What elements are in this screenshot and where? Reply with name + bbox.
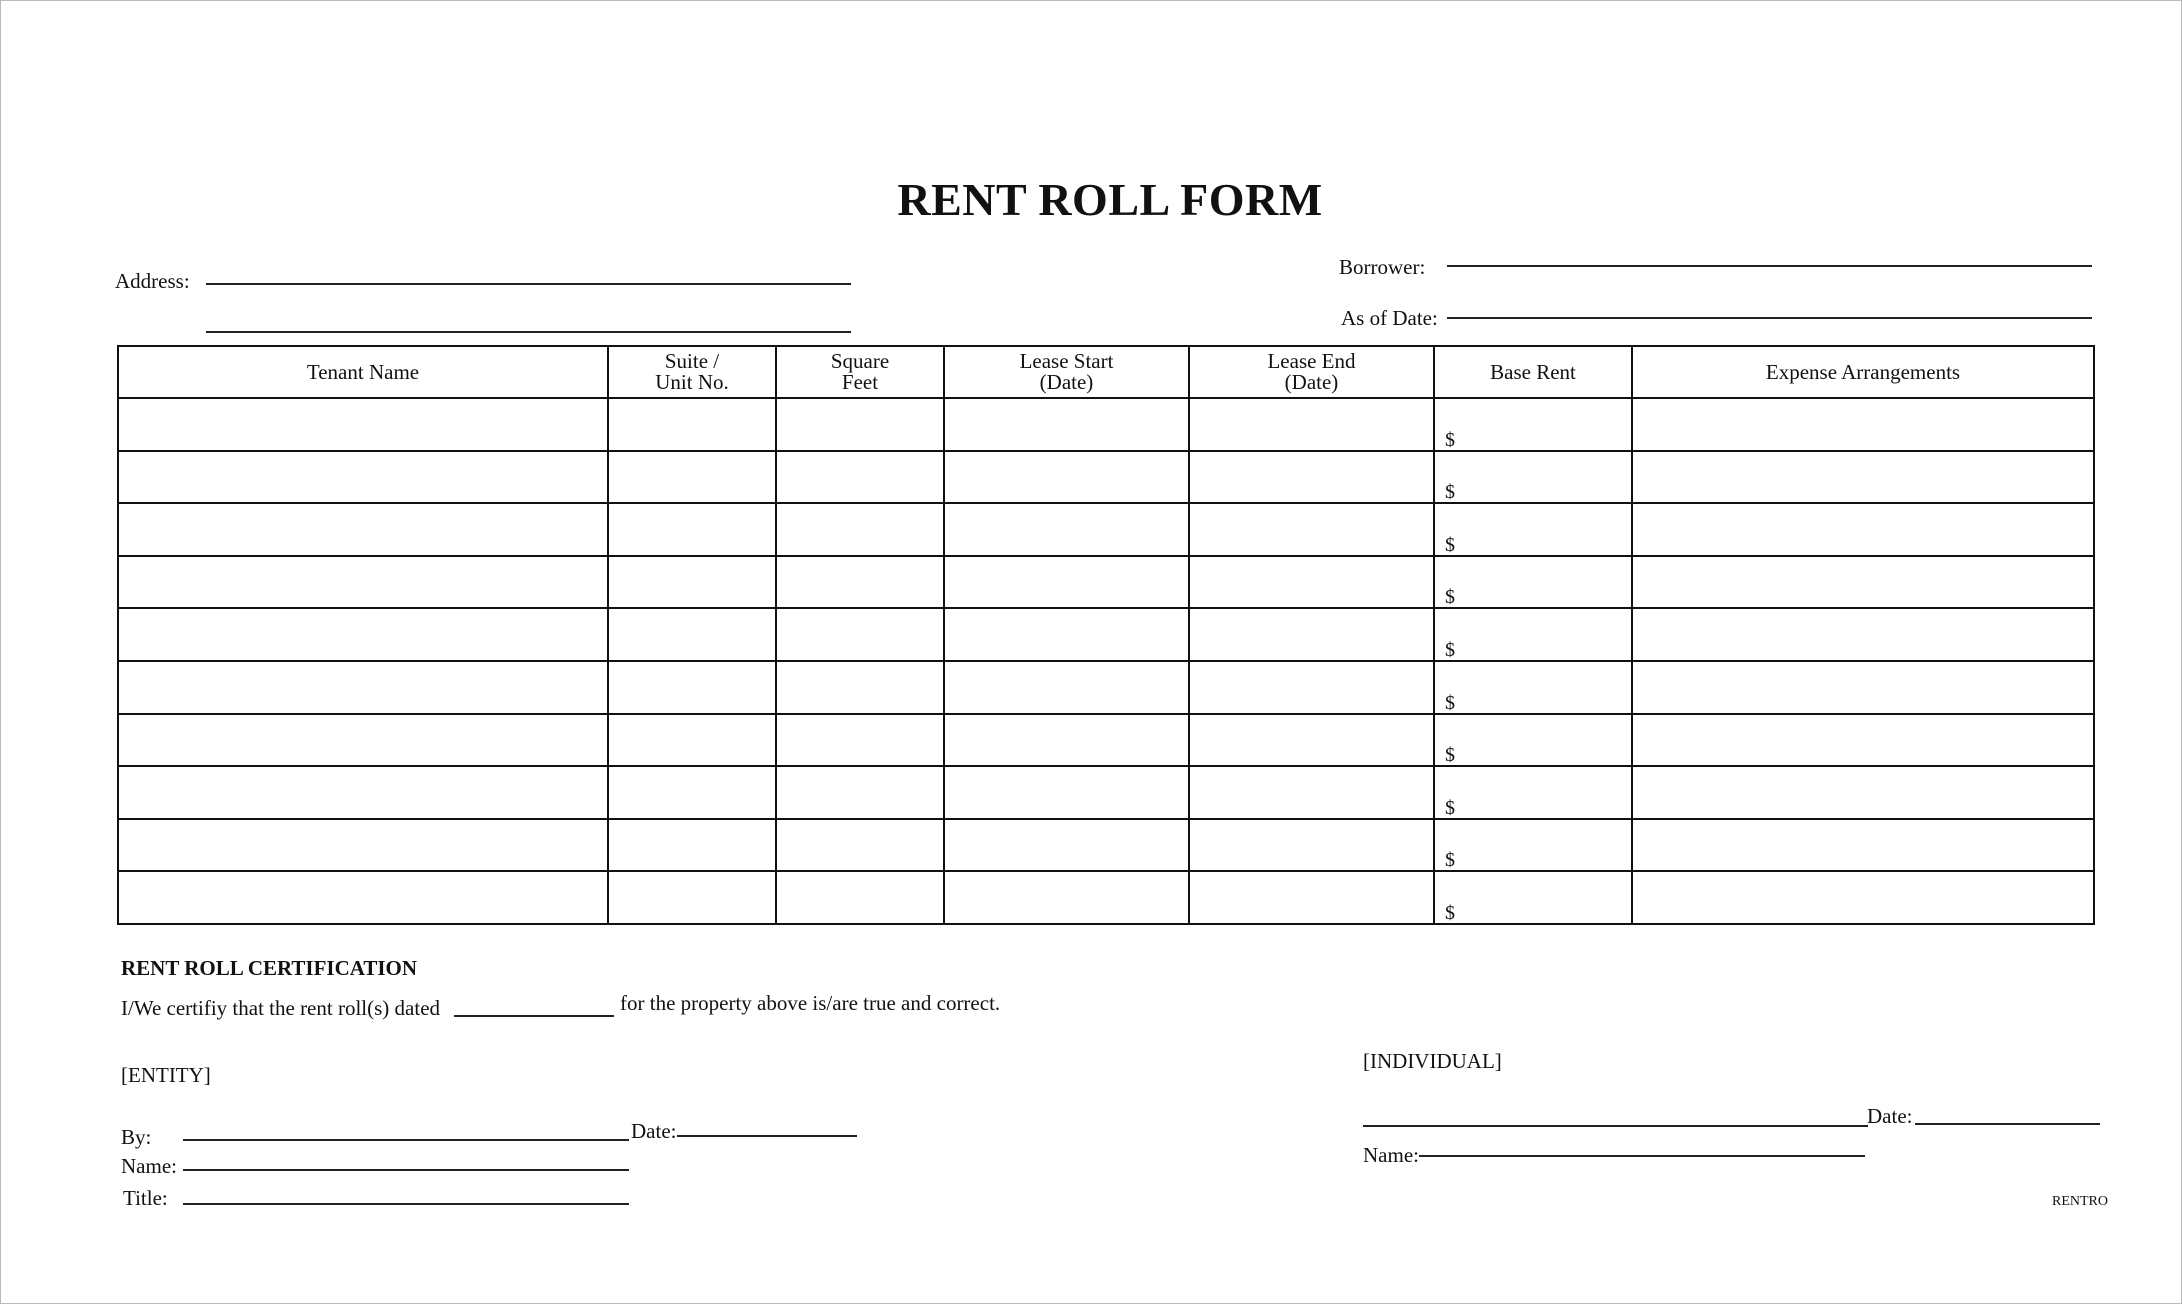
table-cell[interactable] [944,556,1189,609]
table-cell[interactable] [1189,503,1434,556]
table-cell[interactable] [1632,398,2094,451]
table-cell[interactable] [1632,608,2094,661]
dollar-sign: $ [1445,849,1455,872]
table-row [118,661,2094,714]
table-cell[interactable] [776,398,944,451]
table-cell[interactable] [1434,608,1632,661]
table-row [118,556,2094,609]
address-label: Address: [115,269,190,293]
address-line-2-input[interactable] [206,309,851,333]
table-cell[interactable] [118,503,608,556]
rent-roll-table [117,345,2095,925]
form-title: RENT ROLL FORM [897,174,1323,225]
table-cell[interactable] [776,819,944,872]
entity-title-input[interactable] [183,1181,629,1205]
table-cell[interactable] [776,871,944,924]
table-cell[interactable] [1189,451,1434,504]
column-header: Tenant Name [118,346,608,398]
table-cell[interactable] [1434,451,1632,504]
table-cell[interactable] [608,556,776,609]
entity-name-label: Name: [121,1154,177,1178]
entity-by-label: By: [121,1125,152,1149]
table-row [118,398,2094,451]
certification-text-after: for the property above is/are true and correct. [620,991,1001,1015]
table-row [118,451,2094,504]
table-cell[interactable] [608,451,776,504]
borrower-input[interactable] [1447,243,2092,267]
table-cell[interactable] [1434,714,1632,767]
table-cell[interactable] [776,661,944,714]
column-header: Expense Arrangements [1632,346,2094,398]
table-cell[interactable] [1434,819,1632,872]
individual-signature-input[interactable] [1363,1103,1868,1127]
table-cell[interactable] [944,819,1189,872]
certification-text-before: I/We certifiy that the rent roll(s) dated [121,996,441,1020]
entity-title-label: Title: [123,1186,168,1210]
table-header-row [118,346,2094,398]
table-cell[interactable] [1434,556,1632,609]
table-cell[interactable] [1632,871,2094,924]
table-cell[interactable] [1189,398,1434,451]
individual-label: [INDIVIDUAL] [1363,1049,1502,1073]
table-cell[interactable] [776,503,944,556]
entity-date-label: Date: [631,1119,677,1143]
table-row [118,714,2094,767]
table-row [118,503,2094,556]
table-cell[interactable] [118,819,608,872]
dollar-sign: $ [1445,902,1455,924]
address-line-1-input[interactable] [206,261,851,285]
table-cell[interactable] [118,451,608,504]
table-cell[interactable] [1189,556,1434,609]
dollar-sign: $ [1445,744,1455,767]
table-cell[interactable] [1632,714,2094,767]
column-header: Base Rent [1434,346,1632,398]
table-cell[interactable] [118,714,608,767]
table-cell[interactable] [1189,766,1434,819]
dollar-sign: $ [1445,481,1455,504]
table-cell[interactable] [1434,503,1632,556]
table-cell[interactable] [1632,451,2094,504]
table-cell[interactable] [608,608,776,661]
table-cell[interactable] [118,766,608,819]
table-cell[interactable] [118,661,608,714]
table-cell[interactable] [776,556,944,609]
table-cell[interactable] [608,714,776,767]
table-cell[interactable] [1434,398,1632,451]
table-cell[interactable] [608,503,776,556]
table-cell[interactable] [944,871,1189,924]
table-cell[interactable] [1632,766,2094,819]
table-cell[interactable] [1632,556,2094,609]
table-cell[interactable] [1189,608,1434,661]
table-body [118,398,2094,924]
entity-name-input[interactable] [183,1147,629,1171]
dollar-sign: $ [1445,638,1455,661]
form-code: RENTRO [2052,1194,2108,1209]
table-row [118,766,2094,819]
table-cell[interactable] [1189,661,1434,714]
borrower-label: Borrower: [1339,255,1426,279]
table-cell[interactable] [1632,819,2094,872]
table-cell[interactable] [944,608,1189,661]
rent-roll-dated-input[interactable] [454,993,614,1017]
column-header: Square Feet [776,346,944,398]
table-cell[interactable] [1189,819,1434,872]
table-row [118,871,2094,924]
table-cell[interactable] [1434,661,1632,714]
table-cell[interactable] [944,766,1189,819]
dollar-sign: $ [1445,533,1455,556]
table-cell[interactable] [118,871,608,924]
table-cell[interactable] [1434,871,1632,924]
column-header: Lease End (Date) [1189,346,1434,398]
table-cell[interactable] [776,714,944,767]
table-cell[interactable] [1434,766,1632,819]
table-cell[interactable] [118,556,608,609]
table-cell[interactable] [944,661,1189,714]
table-cell[interactable] [608,766,776,819]
as-of-date-label: As of Date: [1341,306,1438,330]
table-cell[interactable] [1189,871,1434,924]
table-cell[interactable] [944,714,1189,767]
table-cell[interactable] [1632,661,2094,714]
table-cell[interactable] [608,661,776,714]
table-cell[interactable] [1189,714,1434,767]
individual-date-input[interactable] [1915,1101,2100,1125]
as-of-date-input[interactable] [1447,295,2092,319]
column-header: Suite / Unit No. [608,346,776,398]
individual-name-label: Name: [1363,1143,1419,1167]
table-cell[interactable] [776,766,944,819]
dollar-sign: $ [1445,428,1455,451]
table-cell[interactable] [776,608,944,661]
table-cell[interactable] [608,398,776,451]
entity-date-input[interactable] [677,1113,857,1137]
entity-label: [ENTITY] [121,1063,211,1087]
individual-date-label: Date: [1867,1104,1913,1128]
dollar-sign: $ [1445,691,1455,714]
dollar-sign: $ [1445,586,1455,609]
individual-name-input[interactable] [1419,1133,1865,1157]
table-row [118,819,2094,872]
table-cell[interactable] [1632,503,2094,556]
column-header: Lease Start (Date) [944,346,1189,398]
table-cell[interactable] [944,451,1189,504]
table-cell[interactable] [944,503,1189,556]
certification-heading: RENT ROLL CERTIFICATION [121,956,418,980]
entity-by-input[interactable] [183,1117,629,1141]
table-cell[interactable] [944,398,1189,451]
table-cell[interactable] [118,608,608,661]
table-row [118,608,2094,661]
table-cell[interactable] [608,871,776,924]
table-cell[interactable] [776,451,944,504]
dollar-sign: $ [1445,796,1455,819]
table-cell[interactable] [118,398,608,451]
table-cell[interactable] [608,819,776,872]
